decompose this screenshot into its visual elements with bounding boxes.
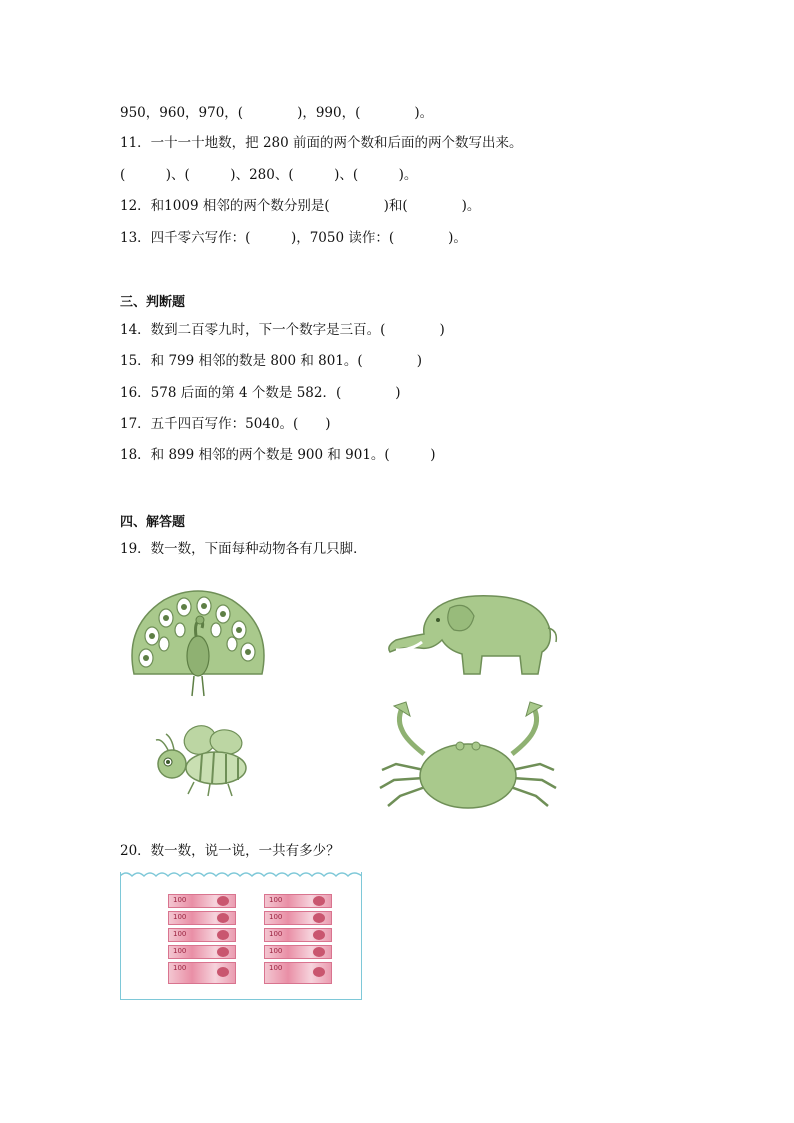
banknote: 100 (168, 962, 236, 984)
banknote: 100 (264, 894, 332, 908)
q11-question: 11．一十一十地数，把 280 前面的两个数和后面的两个数写出来。 (120, 135, 523, 151)
crab-icon (376, 700, 560, 812)
q17-question: 17．五千四百写作：5040。( ) (120, 416, 331, 432)
section-heading-answer: 四、解答题 (120, 515, 186, 530)
banknote: 100 (168, 945, 236, 959)
q20-question: 20．数一数，说一说，一共有多少？ (120, 843, 340, 859)
banknote: 100 (168, 928, 236, 942)
peacock-icon (124, 586, 272, 700)
q18-question: 18．和 899 相邻的两个数是 900 和 901。( ) (120, 447, 436, 463)
banknote: 100 (168, 894, 236, 908)
banknote: 100 (168, 911, 236, 925)
q13-question: 13．四千零六写作：( )，7050 读作：( )。 (120, 230, 467, 246)
q10-sequence: 950，960，970，( )，990，( )。 (120, 105, 434, 121)
q16-question: 16．578 后面的第 4 个数是 582．( ) (120, 385, 401, 401)
q12-question: 12．和1009 相邻的两个数分别是( )和( )。 (120, 198, 481, 214)
q11-blanks: ( )、( )、280、( )、( )。 (120, 167, 418, 183)
banknote: 100 (264, 928, 332, 942)
elephant-icon (382, 590, 560, 682)
banknote: 100 (264, 945, 332, 959)
q15-question: 15．和 799 相邻的数是 800 和 801。( ) (120, 353, 422, 369)
bee-icon (150, 722, 254, 798)
q14-question: 14．数到二百零九时，下一个数字是三百。( ) (120, 322, 445, 338)
banknote: 100 (264, 962, 332, 984)
q19-question: 19．数一数，下面每种动物各有几只脚． (120, 541, 367, 557)
section-heading-judge: 三、判断题 (120, 295, 186, 310)
banknote-column-right (264, 894, 332, 987)
banknote: 100 (264, 911, 332, 925)
banknote-column-left (168, 894, 236, 987)
